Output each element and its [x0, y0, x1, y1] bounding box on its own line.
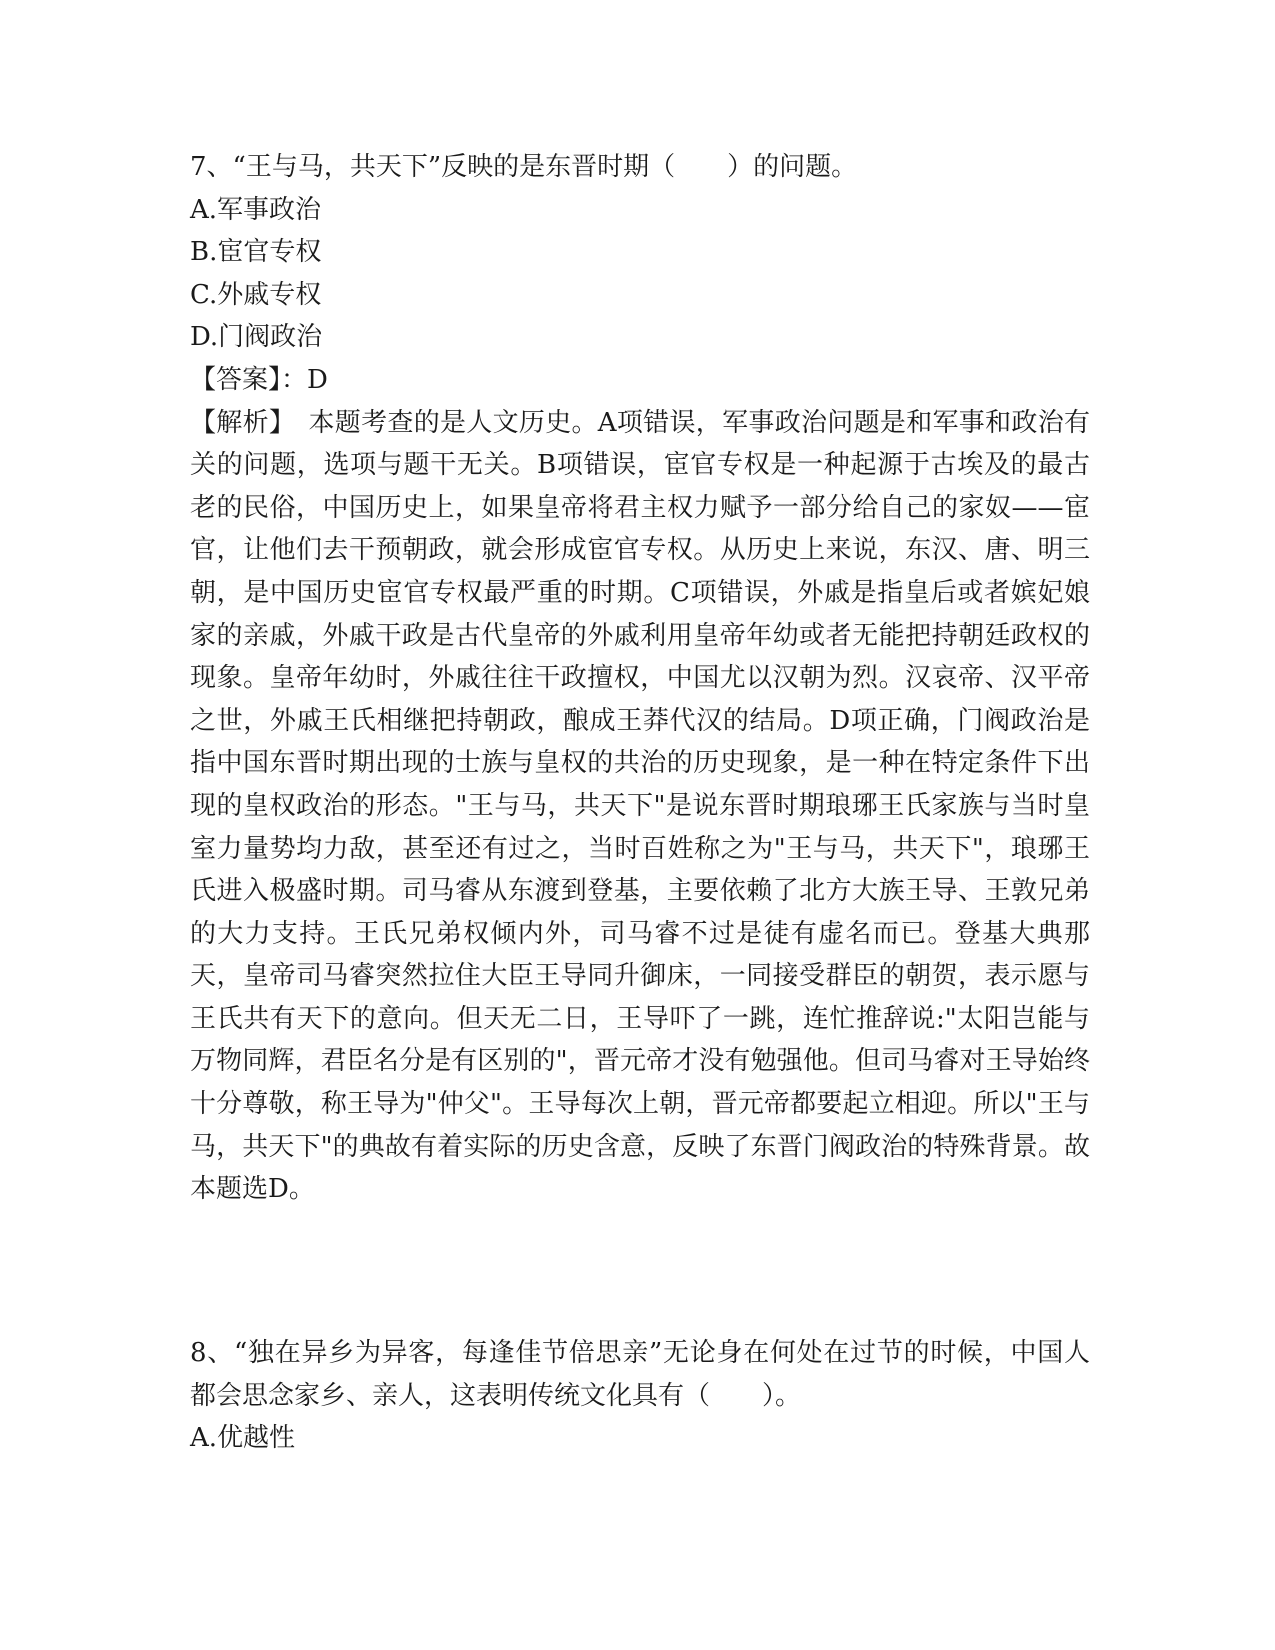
- option-d: D.门阀政治: [190, 322, 323, 353]
- question-8: [190, 1332, 1090, 1460]
- question-7: [190, 146, 1090, 1211]
- option-a: A.军事政治: [190, 194, 322, 225]
- question-stem: 7、“王与马，共天下”反映的是东晋时期（ ）的问题。: [190, 152, 858, 182]
- option-a: A.优越性: [190, 1423, 296, 1454]
- answer-line: 【答案】：D: [190, 364, 328, 395]
- option-b: B.宦官专权: [190, 237, 322, 268]
- question-stem: 8、“独在异乡为异客，每逢佳节倍思亲”无论身在何处在过节的时候，中国人都会思念家乡、亲人，这表明传统文化具有（ ）。: [190, 1338, 1090, 1411]
- option-c: C.外戚专权: [190, 279, 322, 310]
- analysis-text: 【解析】 本题考查的是人文历史。A项错误，军事政治问题是和军事和政治有关的问题，选项与题干无关。B项错误，宦官专权是一种起源于古埃及的最古老的民俗，中国历史上，如果皇帝将君主权力赋予一部分给自己的家奴——宦官，让他们去干预朝政，就会形成宦官专权。从历史上来说，东汉、唐、明三朝，是中国历史宦官专权最严重的时期。C项错误，外戚是指皇后或者嫔妃娘家的亲戚，外戚干政是古代皇帝的外戚利用皇帝年幼或者无能把持朝廷政权的现象。皇帝年幼时，外戚往往干政擅权，中国尤以汉朝为烈。汉哀帝、汉平帝之世，外戚王氏相继把持朝政，酿成王莽代汉的结局。D项正确，门阀政治是指中国东晋时期出现的士族与皇权的共治的历史现象，是一种在特定条件下出现的皇权政治的形态。"王与马，共天下"是说东晋时期琅琊王氏家族与当时皇室力量势均力敌，甚至还有过之，当时百姓称之为"王与马，共天下"，琅琊王氏进入极盛时期。司马睿从东渡到登基，主要依赖了北方大族王导、王敦兄弟的大力支持。王氏兄弟权倾内外，司马睿不过是徒有虚名而已。登基大典那天，皇帝司马睿突然拉住大臣王导同升御床，一同接受群臣的朝贺，表示愿与王氏共有天下的意向。但天无二日，王导吓了一跳，连忙推辞说:"太阳岂能与万物同辉，君臣名分是有区别的"，晋元帝才没有勉强他。但司马睿对王导始终十分尊敬，称王导为"仲父"。王导每次上朝，晋元帝都要起立相迎。所以"王与马，共天下"的典故有着实际的历史含意，反映了东晋门阀政治的特殊背景。故本题选D。: [190, 407, 1090, 1205]
